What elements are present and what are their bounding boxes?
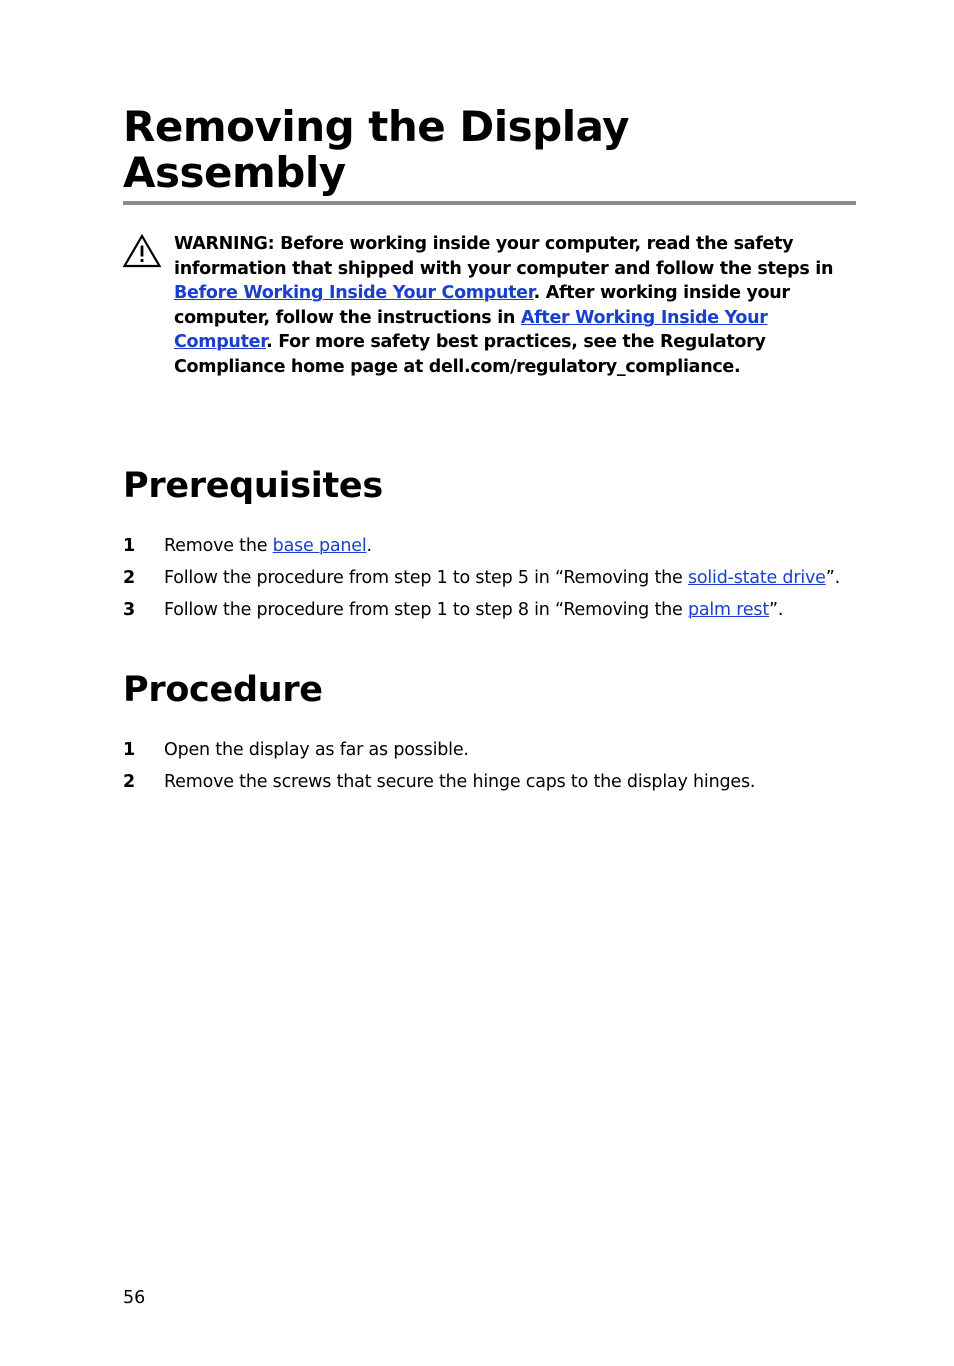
prerequisite-step (123, 566, 863, 590)
warning-mid-text: . After working inside your computer, follow the instructions in (174, 283, 790, 328)
procedure-step (123, 770, 863, 794)
solid-state-drive-link[interactable]: solid-state drive (687, 568, 826, 588)
title-divider (123, 201, 856, 205)
warning-triangle-icon (122, 233, 162, 269)
prerequisites-list (123, 534, 863, 630)
step-text-end: . (366, 536, 372, 556)
procedure-heading: Procedure (123, 670, 323, 710)
prerequisites-heading: Prerequisites (123, 466, 383, 506)
step-number: 2 (123, 568, 135, 588)
before-working-link[interactable]: Before Working Inside Your Computer (174, 283, 534, 304)
step-text: Open the display as far as possible. (164, 740, 469, 760)
step-text: Remove the (164, 536, 273, 556)
prerequisite-step (123, 598, 863, 622)
step-text: Follow the procedure from step 1 to step 8 in “Removing the (164, 600, 688, 620)
warning-lead-text: WARNING: Before working inside your computer, read the safety information that shipped with your computer and follow the steps in (174, 234, 834, 279)
step-text-end: ”. (769, 600, 784, 620)
step-number: 3 (123, 600, 135, 620)
base-panel-link[interactable]: base panel (272, 536, 367, 556)
step-text: Follow the procedure from step 1 to step 5 in “Removing the (164, 568, 688, 588)
page-number: 56 (123, 1288, 146, 1308)
procedure-step (123, 738, 863, 762)
step-text-end: ”. (825, 568, 840, 588)
after-working-link[interactable]: After Working Inside Your Computer (174, 307, 768, 353)
palm-rest-link[interactable]: palm rest (687, 600, 770, 620)
warning-message (174, 232, 864, 380)
warning-tail-text: . For more safety best practices, see the Regulatory Compliance home page at dell.com/regulatory_compliance. (174, 332, 766, 377)
page-title: Removing the Display Assembly (123, 102, 630, 197)
step-number: 1 (123, 740, 135, 760)
prerequisite-step (123, 534, 863, 558)
step-text: Remove the screws that secure the hinge caps to the display hinges. (164, 772, 756, 792)
procedure-list (123, 738, 863, 802)
step-number: 2 (123, 772, 135, 792)
step-number: 1 (123, 536, 135, 556)
